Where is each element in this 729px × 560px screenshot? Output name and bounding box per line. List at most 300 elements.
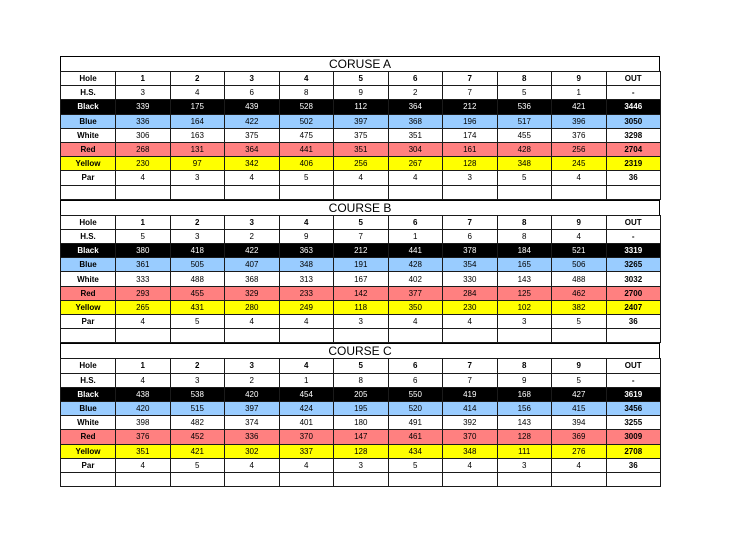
empty-cell (170, 185, 225, 199)
hole-2-cell: 3 (170, 373, 225, 387)
hole-6-cell: 351 (388, 128, 443, 142)
hole-1-cell: 1 (116, 359, 171, 373)
empty-cell (606, 472, 661, 486)
hole-3-cell: 2 (225, 229, 280, 243)
hole-5-cell: 5 (334, 215, 389, 229)
hole-2-cell: 163 (170, 128, 225, 142)
hole-6-cell: 520 (388, 401, 443, 415)
hole-4-cell: 424 (279, 401, 334, 415)
hole-8-cell: 168 (497, 387, 552, 401)
hole-8-cell: 128 (497, 430, 552, 444)
hole-8-cell: 8 (497, 359, 552, 373)
row-label: H.S. (61, 86, 116, 100)
hole-9-cell: 4 (552, 458, 607, 472)
hole-1-cell: 4 (116, 373, 171, 387)
hole-5-cell: 9 (334, 86, 389, 100)
hole-6-cell: 6 (388, 72, 443, 86)
hole-8-cell: 8 (497, 72, 552, 86)
empty-cell (116, 472, 171, 486)
hole-7-cell: 7 (443, 373, 498, 387)
hole-8-cell: 143 (497, 416, 552, 430)
hole-8-cell: 184 (497, 244, 552, 258)
hole-6-cell: 1 (388, 229, 443, 243)
hole-7-cell: 4 (443, 458, 498, 472)
par-row (61, 315, 661, 329)
hole-6-cell: 368 (388, 114, 443, 128)
course-title: COURSE C (60, 343, 660, 358)
hole-4-cell: 337 (279, 444, 334, 458)
hole-7-cell: 392 (443, 416, 498, 430)
hole-3-cell: 342 (225, 157, 280, 171)
hole-7-cell: 348 (443, 444, 498, 458)
out-total-cell: 36 (606, 458, 661, 472)
hole-6-cell: 6 (388, 215, 443, 229)
hole-7-cell: 128 (443, 157, 498, 171)
hole-2-cell: 2 (170, 359, 225, 373)
hole-7-cell: 330 (443, 272, 498, 286)
hole-9-cell: 427 (552, 387, 607, 401)
hole-8-cell: 348 (497, 157, 552, 171)
tee-blue-row (61, 114, 661, 128)
hole-8-cell: 428 (497, 142, 552, 156)
row-label: Par (61, 171, 116, 185)
row-label: Hole (61, 215, 116, 229)
row-label: White (61, 128, 116, 142)
hole-2-cell: 2 (170, 215, 225, 229)
hole-1-cell: 333 (116, 272, 171, 286)
empty-cell (170, 329, 225, 343)
tee-red-row (61, 142, 661, 156)
hole-5-cell: 112 (334, 100, 389, 114)
hole-6-cell: 6 (388, 359, 443, 373)
out-total-cell: 3456 (606, 401, 661, 415)
out-total-cell: 3009 (606, 430, 661, 444)
hole-9-cell: 276 (552, 444, 607, 458)
hole-7-cell: 7 (443, 86, 498, 100)
hole-1-cell: 3 (116, 86, 171, 100)
course-b-block (60, 200, 660, 344)
hole-9-cell: 1 (552, 86, 607, 100)
hole-3-cell: 375 (225, 128, 280, 142)
hole-2-cell: 3 (170, 171, 225, 185)
empty-cell (497, 329, 552, 343)
par-row (61, 171, 661, 185)
score-entry-row (61, 472, 661, 486)
row-label: Yellow (61, 444, 116, 458)
hole-5-cell: 256 (334, 157, 389, 171)
hole-5-cell: 3 (334, 458, 389, 472)
hole-2-cell: 131 (170, 142, 225, 156)
tee-black-row (61, 244, 661, 258)
hole-7-cell: 7 (443, 359, 498, 373)
out-total-cell: OUT (606, 72, 661, 86)
hole-7-cell: 161 (443, 142, 498, 156)
hole-4-cell: 441 (279, 142, 334, 156)
hole-9-cell: 5 (552, 315, 607, 329)
hole-9-cell: 382 (552, 300, 607, 314)
hole-5-cell: 118 (334, 300, 389, 314)
tee-black-row (61, 100, 661, 114)
out-total-cell: 2319 (606, 157, 661, 171)
hole-8-cell: 455 (497, 128, 552, 142)
hole-4-cell: 370 (279, 430, 334, 444)
hole-4-cell: 4 (279, 359, 334, 373)
course-title: COURSE B (60, 200, 660, 215)
hole-2-cell: 455 (170, 286, 225, 300)
hole-6-cell: 267 (388, 157, 443, 171)
hole-2-cell: 3 (170, 229, 225, 243)
row-label: Par (61, 458, 116, 472)
hole-5-cell: 128 (334, 444, 389, 458)
hole-6-cell: 6 (388, 373, 443, 387)
hole-8-cell: 5 (497, 171, 552, 185)
hole-2-cell: 482 (170, 416, 225, 430)
hole-1-cell: 376 (116, 430, 171, 444)
hole-3-cell: 6 (225, 86, 280, 100)
hole-4-cell: 348 (279, 258, 334, 272)
hole-7-cell: 230 (443, 300, 498, 314)
row-label: Yellow (61, 300, 116, 314)
hole-7-cell: 354 (443, 258, 498, 272)
hole-1-cell: 1 (116, 215, 171, 229)
handicap-row (61, 373, 661, 387)
hole-3-cell: 280 (225, 300, 280, 314)
course-b-table (60, 215, 661, 344)
row-label: Black (61, 244, 116, 258)
hole-6-cell: 441 (388, 244, 443, 258)
empty-cell (388, 185, 443, 199)
out-total-cell: 3298 (606, 128, 661, 142)
hole-4-cell: 8 (279, 86, 334, 100)
out-total-cell: 2708 (606, 444, 661, 458)
empty-cell (497, 472, 552, 486)
hole-4-cell: 1 (279, 373, 334, 387)
hole-3-cell: 3 (225, 215, 280, 229)
hole-2-cell: 488 (170, 272, 225, 286)
hole-1-cell: 398 (116, 416, 171, 430)
out-total-cell: 3050 (606, 114, 661, 128)
hole-7-cell: 414 (443, 401, 498, 415)
course-a-table (60, 71, 661, 200)
empty-cell (388, 329, 443, 343)
hole-1-cell: 336 (116, 114, 171, 128)
empty-cell (552, 472, 607, 486)
hole-1-cell: 268 (116, 142, 171, 156)
hole-header-row (61, 215, 661, 229)
hole-3-cell: 374 (225, 416, 280, 430)
hole-9-cell: 9 (552, 215, 607, 229)
hole-1-cell: 4 (116, 458, 171, 472)
hole-9-cell: 369 (552, 430, 607, 444)
hole-2-cell: 97 (170, 157, 225, 171)
hole-6-cell: 550 (388, 387, 443, 401)
empty-cell (443, 472, 498, 486)
hole-6-cell: 4 (388, 315, 443, 329)
empty-cell (606, 185, 661, 199)
hole-1-cell: 293 (116, 286, 171, 300)
hole-1-cell: 339 (116, 100, 171, 114)
hole-4-cell: 9 (279, 229, 334, 243)
hole-3-cell: 329 (225, 286, 280, 300)
hole-5-cell: 375 (334, 128, 389, 142)
empty-cell (170, 472, 225, 486)
hole-1-cell: 361 (116, 258, 171, 272)
hole-1-cell: 5 (116, 229, 171, 243)
hole-3-cell: 2 (225, 373, 280, 387)
tee-white-row (61, 416, 661, 430)
tee-red-row (61, 430, 661, 444)
hole-4-cell: 4 (279, 458, 334, 472)
hole-8-cell: 536 (497, 100, 552, 114)
hole-header-row (61, 72, 661, 86)
hole-3-cell: 336 (225, 430, 280, 444)
hole-2-cell: 418 (170, 244, 225, 258)
hole-1-cell: 351 (116, 444, 171, 458)
hole-3-cell: 4 (225, 315, 280, 329)
hole-6-cell: 434 (388, 444, 443, 458)
tee-blue-row (61, 258, 661, 272)
out-total-cell: 2700 (606, 286, 661, 300)
empty-cell (61, 185, 116, 199)
empty-cell (334, 185, 389, 199)
empty-cell (443, 185, 498, 199)
empty-cell (552, 329, 607, 343)
hole-3-cell: 3 (225, 359, 280, 373)
hole-9-cell: 421 (552, 100, 607, 114)
hole-2-cell: 421 (170, 444, 225, 458)
hole-7-cell: 4 (443, 315, 498, 329)
empty-cell (443, 329, 498, 343)
empty-cell (497, 185, 552, 199)
row-label: Red (61, 430, 116, 444)
hole-4-cell: 475 (279, 128, 334, 142)
course-a-block (60, 56, 660, 200)
hole-1-cell: 380 (116, 244, 171, 258)
empty-cell (606, 329, 661, 343)
out-total-cell: 3255 (606, 416, 661, 430)
hole-4-cell: 502 (279, 114, 334, 128)
empty-cell (334, 329, 389, 343)
out-total-cell: 3619 (606, 387, 661, 401)
hole-9-cell: 9 (552, 359, 607, 373)
row-label: Blue (61, 258, 116, 272)
hole-5-cell: 7 (334, 229, 389, 243)
hole-5-cell: 205 (334, 387, 389, 401)
out-total-cell: OUT (606, 359, 661, 373)
hole-4-cell: 363 (279, 244, 334, 258)
hole-6-cell: 304 (388, 142, 443, 156)
hole-5-cell: 5 (334, 359, 389, 373)
hole-9-cell: 256 (552, 142, 607, 156)
hole-4-cell: 4 (279, 315, 334, 329)
out-total-cell: 3446 (606, 100, 661, 114)
empty-cell (61, 472, 116, 486)
hole-3-cell: 439 (225, 100, 280, 114)
hole-8-cell: 111 (497, 444, 552, 458)
hole-5-cell: 3 (334, 315, 389, 329)
hole-6-cell: 461 (388, 430, 443, 444)
tee-yellow-row (61, 444, 661, 458)
empty-cell (279, 472, 334, 486)
scorecard-sheet (60, 56, 660, 487)
hole-3-cell: 422 (225, 114, 280, 128)
hole-4-cell: 4 (279, 215, 334, 229)
hole-8-cell: 165 (497, 258, 552, 272)
hole-4-cell: 313 (279, 272, 334, 286)
hole-1-cell: 4 (116, 171, 171, 185)
hole-7-cell: 7 (443, 72, 498, 86)
hole-7-cell: 378 (443, 244, 498, 258)
hole-3-cell: 3 (225, 72, 280, 86)
hole-1-cell: 1 (116, 72, 171, 86)
hole-8-cell: 102 (497, 300, 552, 314)
empty-cell (225, 472, 280, 486)
hole-6-cell: 491 (388, 416, 443, 430)
hole-5-cell: 212 (334, 244, 389, 258)
course-title: CORUSE A (60, 56, 660, 71)
hole-9-cell: 5 (552, 373, 607, 387)
hole-5-cell: 4 (334, 171, 389, 185)
hole-1-cell: 420 (116, 401, 171, 415)
hole-2-cell: 4 (170, 86, 225, 100)
hole-7-cell: 419 (443, 387, 498, 401)
hole-5-cell: 8 (334, 373, 389, 387)
empty-cell (225, 185, 280, 199)
row-label: White (61, 272, 116, 286)
hole-3-cell: 364 (225, 142, 280, 156)
hole-9-cell: 488 (552, 272, 607, 286)
hole-4-cell: 401 (279, 416, 334, 430)
hole-2-cell: 175 (170, 100, 225, 114)
hole-7-cell: 3 (443, 171, 498, 185)
hole-1-cell: 265 (116, 300, 171, 314)
empty-cell (388, 472, 443, 486)
handicap-row (61, 86, 661, 100)
hole-9-cell: 9 (552, 72, 607, 86)
tee-white-row (61, 272, 661, 286)
hole-6-cell: 2 (388, 86, 443, 100)
hole-7-cell: 284 (443, 286, 498, 300)
out-total-cell: 36 (606, 171, 661, 185)
row-label: Black (61, 387, 116, 401)
hole-3-cell: 420 (225, 387, 280, 401)
hole-4-cell: 406 (279, 157, 334, 171)
hole-7-cell: 7 (443, 215, 498, 229)
tee-red-row (61, 286, 661, 300)
hole-9-cell: 4 (552, 229, 607, 243)
out-total-cell: OUT (606, 215, 661, 229)
par-row (61, 458, 661, 472)
hole-8-cell: 143 (497, 272, 552, 286)
empty-cell (552, 185, 607, 199)
hole-8-cell: 3 (497, 315, 552, 329)
hole-1-cell: 306 (116, 128, 171, 142)
hole-9-cell: 415 (552, 401, 607, 415)
hole-6-cell: 5 (388, 458, 443, 472)
hole-9-cell: 376 (552, 128, 607, 142)
course-c-block (60, 343, 660, 487)
hole-7-cell: 6 (443, 229, 498, 243)
tee-blue-row (61, 401, 661, 415)
row-label: Red (61, 286, 116, 300)
tee-yellow-row (61, 157, 661, 171)
hole-5-cell: 191 (334, 258, 389, 272)
hole-9-cell: 396 (552, 114, 607, 128)
hole-2-cell: 164 (170, 114, 225, 128)
hole-7-cell: 196 (443, 114, 498, 128)
hole-5-cell: 180 (334, 416, 389, 430)
out-total-cell: - (606, 373, 661, 387)
row-label: Black (61, 100, 116, 114)
hole-4-cell: 233 (279, 286, 334, 300)
row-label: Yellow (61, 157, 116, 171)
hole-2-cell: 5 (170, 315, 225, 329)
out-total-cell: 2704 (606, 142, 661, 156)
tee-white-row (61, 128, 661, 142)
out-total-cell: 3265 (606, 258, 661, 272)
hole-2-cell: 505 (170, 258, 225, 272)
row-label: H.S. (61, 373, 116, 387)
hole-3-cell: 407 (225, 258, 280, 272)
score-entry-row (61, 185, 661, 199)
hole-7-cell: 212 (443, 100, 498, 114)
hole-2-cell: 5 (170, 458, 225, 472)
hole-9-cell: 394 (552, 416, 607, 430)
hole-3-cell: 422 (225, 244, 280, 258)
out-total-cell: - (606, 86, 661, 100)
hole-2-cell: 2 (170, 72, 225, 86)
hole-8-cell: 125 (497, 286, 552, 300)
hole-4-cell: 528 (279, 100, 334, 114)
hole-2-cell: 515 (170, 401, 225, 415)
hole-5-cell: 5 (334, 72, 389, 86)
hole-2-cell: 431 (170, 300, 225, 314)
hole-7-cell: 174 (443, 128, 498, 142)
handicap-row (61, 229, 661, 243)
out-total-cell: 3032 (606, 272, 661, 286)
hole-8-cell: 8 (497, 215, 552, 229)
row-label: Par (61, 315, 116, 329)
tee-yellow-row (61, 300, 661, 314)
hole-3-cell: 4 (225, 171, 280, 185)
hole-3-cell: 4 (225, 458, 280, 472)
hole-9-cell: 462 (552, 286, 607, 300)
hole-7-cell: 370 (443, 430, 498, 444)
hole-8-cell: 517 (497, 114, 552, 128)
empty-cell (61, 329, 116, 343)
hole-2-cell: 452 (170, 430, 225, 444)
hole-9-cell: 245 (552, 157, 607, 171)
hole-header-row (61, 359, 661, 373)
hole-5-cell: 397 (334, 114, 389, 128)
hole-6-cell: 4 (388, 171, 443, 185)
hole-9-cell: 4 (552, 171, 607, 185)
row-label: H.S. (61, 229, 116, 243)
hole-6-cell: 402 (388, 272, 443, 286)
row-label: Red (61, 142, 116, 156)
empty-cell (279, 329, 334, 343)
hole-5-cell: 147 (334, 430, 389, 444)
score-entry-row (61, 329, 661, 343)
hole-2-cell: 538 (170, 387, 225, 401)
hole-1-cell: 4 (116, 315, 171, 329)
hole-4-cell: 249 (279, 300, 334, 314)
empty-cell (225, 329, 280, 343)
row-label: Blue (61, 114, 116, 128)
hole-4-cell: 454 (279, 387, 334, 401)
row-label: Blue (61, 401, 116, 415)
hole-5-cell: 142 (334, 286, 389, 300)
